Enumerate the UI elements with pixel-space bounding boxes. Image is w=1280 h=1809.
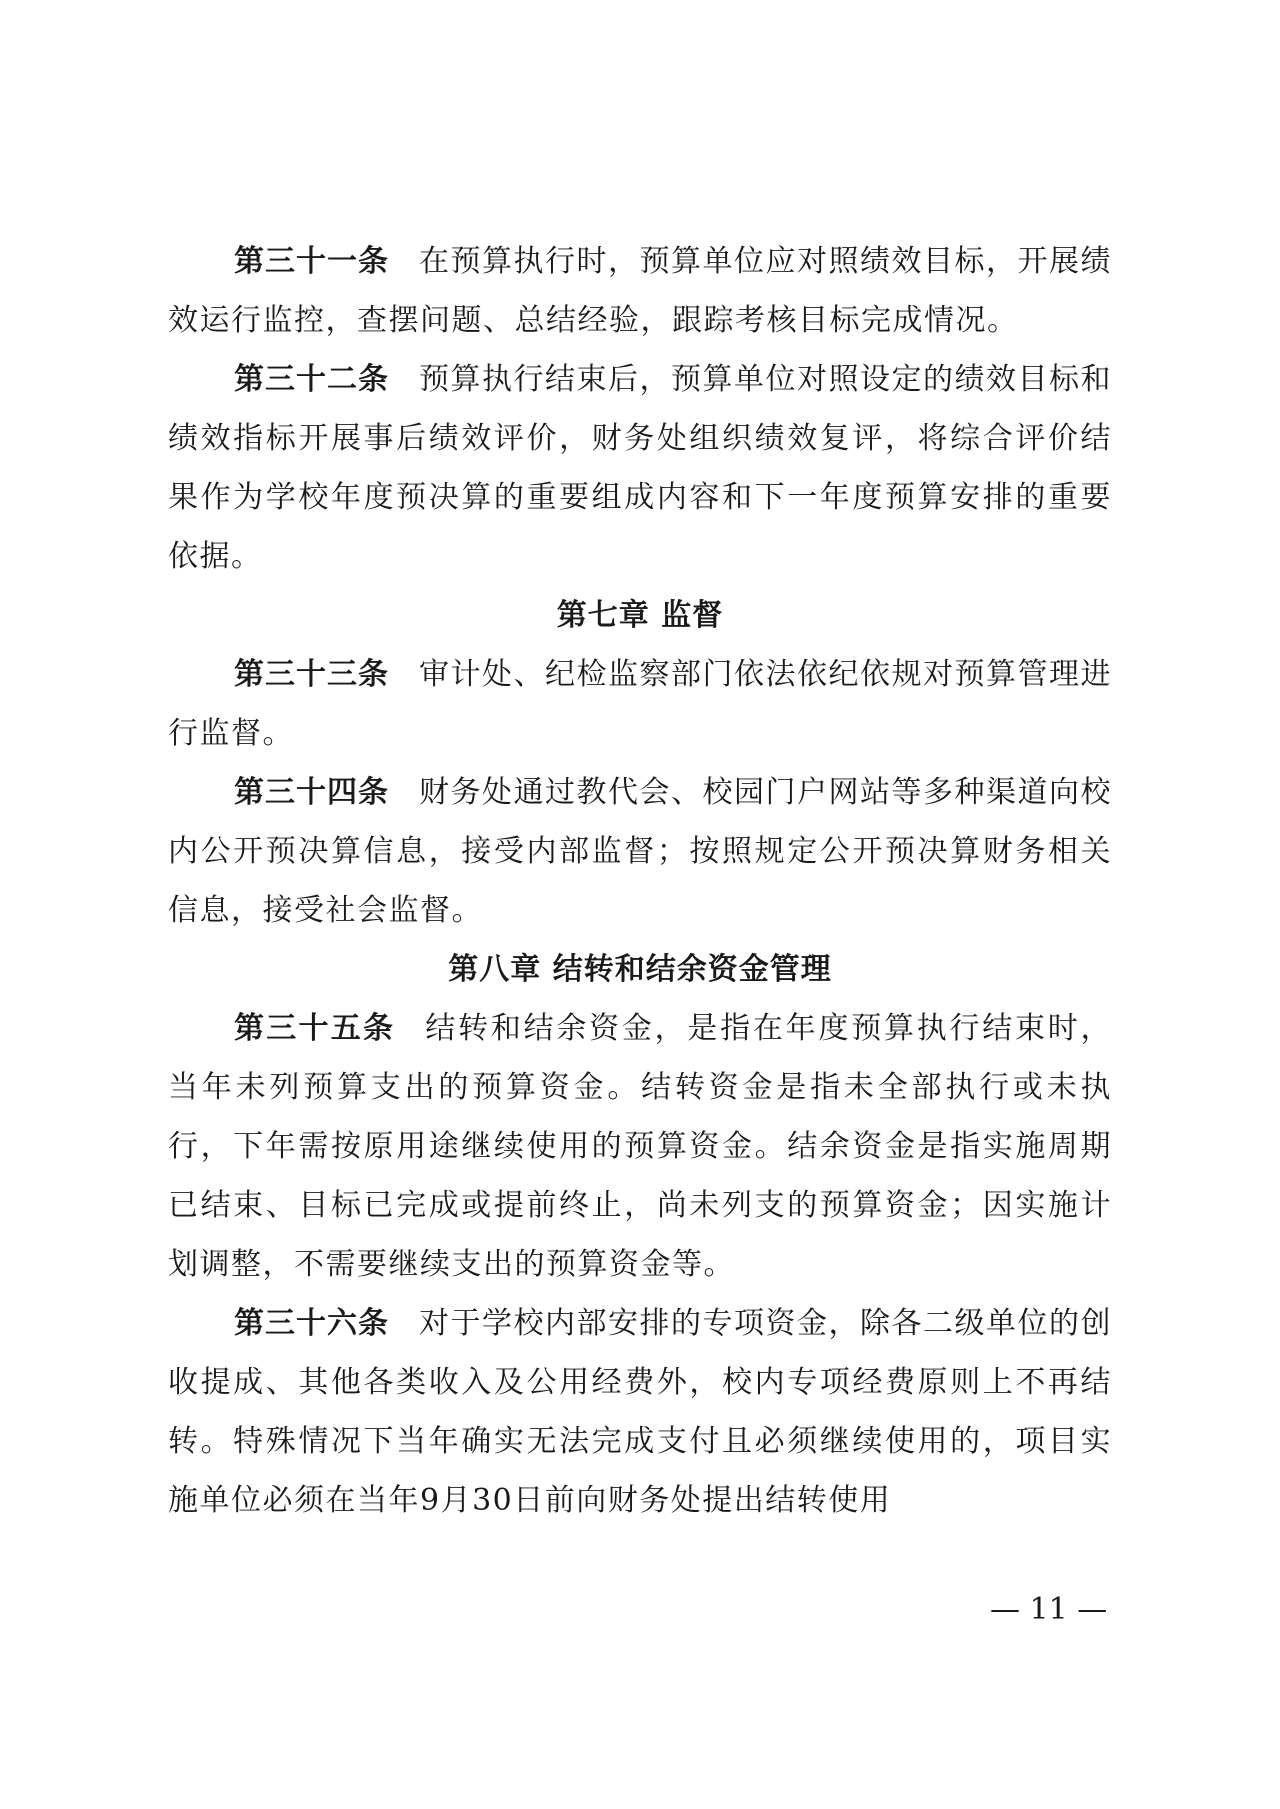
- article-text: 结转和结余资金，是指在年度预算执行结束时， 当年未列预算支出的预算资金。结转资金是指未全部执行或未执行，下年需按原用途继续使用的预算资金。结余资金是指实施周期已结束、目标已完成或提前终止，尚未列支的预算资金；因实施计划调整，不需要继续支出的预算资金等。: [168, 1011, 1113, 1282]
- chapter-heading-7: 第七章 监督: [556, 598, 724, 633]
- article-33: [168, 645, 1112, 763]
- chapter-heading-8: 第八章 结转和结余资金管理: [448, 952, 832, 987]
- article-label: 第三十五条: [234, 1011, 396, 1046]
- page-number: — 11 —: [990, 1592, 1108, 1627]
- page-body: [168, 232, 1112, 1530]
- article-35: [168, 999, 1112, 1294]
- article-label: 第三十四条: [234, 775, 389, 810]
- article-label: 第三十一条: [234, 244, 389, 279]
- article-text: 预算执行结束后，预算单位对照设定的绩效目标和绩效指标开展事后绩效评价，财务处组织绩效复评，将综合评价结果作为学校年度预决算的重要组成内容和下一年度预算安排的重要依据。: [168, 362, 1112, 574]
- article-label: 第三十二条: [234, 362, 389, 397]
- article-text: 财务处通过教代会、校园门户网站等多种渠道向校内公开预决算信息，接受内部监督；按照规定公开预决算财务相关信息，接受社会监督。: [168, 775, 1112, 928]
- article-text: 对于学校内部安排的专项资金，除各二级单位的创收提成、其他各类收入及公用经费外，校内专项经费原则上不再结转。特殊情况下当年确实无法完成支付且必须继续使用的，项目实施单位必须在当年9月30日前向财务处提出结转使用: [168, 1306, 1112, 1518]
- article-31: [168, 232, 1112, 350]
- article-36: [168, 1294, 1112, 1530]
- article-label: 第三十六条: [234, 1306, 389, 1341]
- article-34: [168, 763, 1112, 940]
- article-text: 审计处、纪检监察部门依法依纪依规对预算管理进行监督。: [168, 657, 1112, 751]
- article-text: 在预算执行时，预算单位应对照绩效目标，开展绩效运行监控，查摆问题、总结经验，跟踪考核目标完成情况。: [168, 244, 1112, 338]
- article-32: [168, 350, 1112, 586]
- article-label: 第三十三条: [234, 657, 389, 692]
